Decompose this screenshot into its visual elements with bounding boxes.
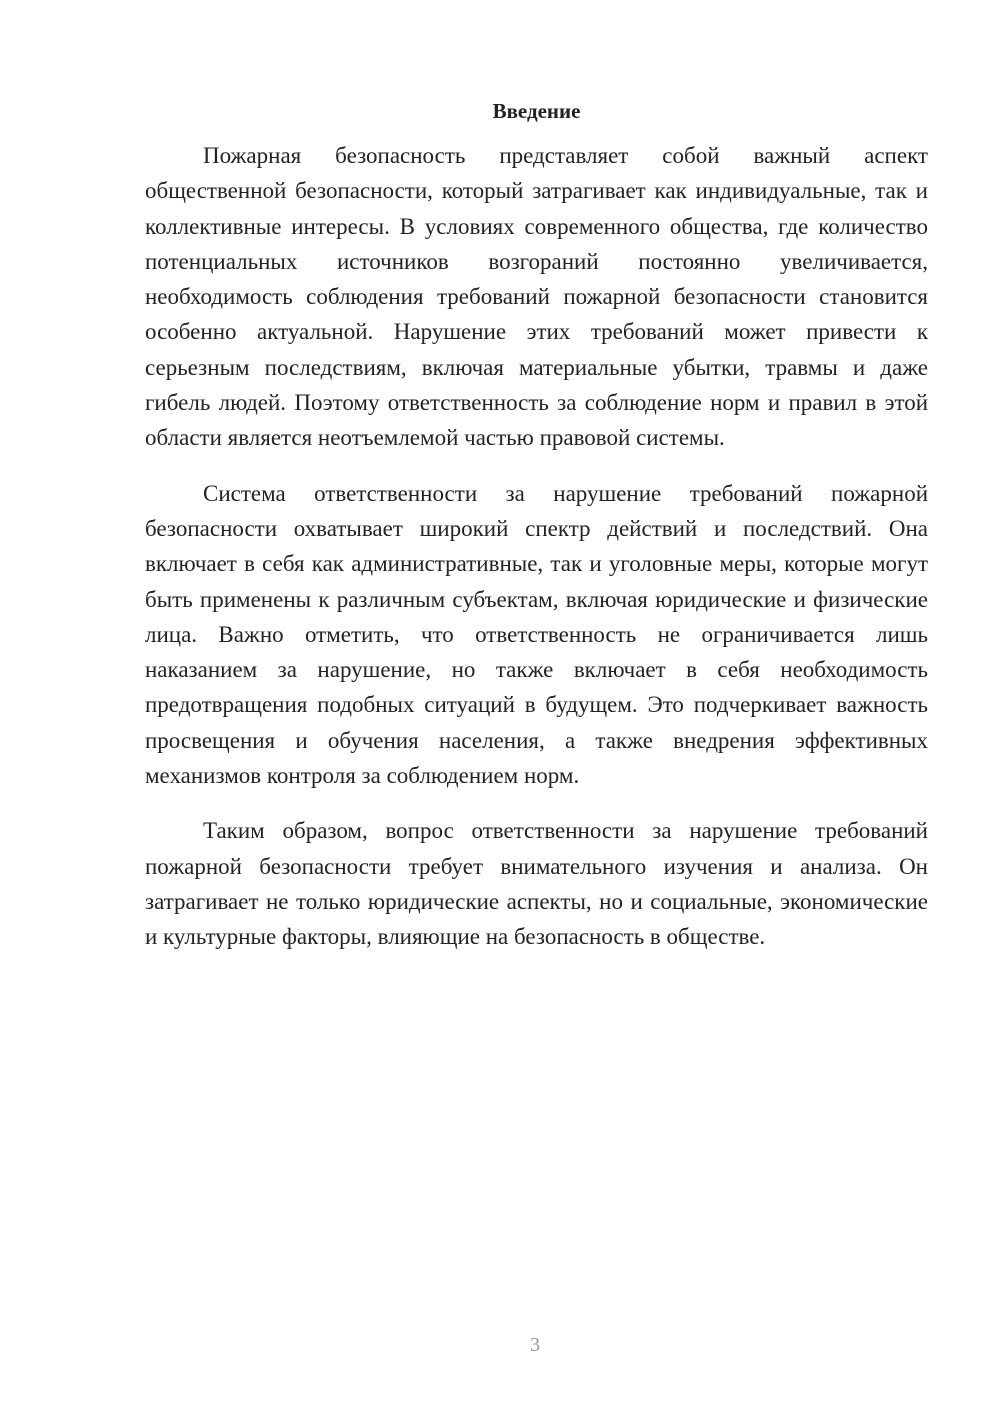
paragraph-3: Таким образом, вопрос ответственности за нарушение требований пожарной безопасности требует внимательного изучения и анализа. Он затрагивает не только юридические аспекты, но и социальные, экономические и культурные факторы, влияющие на безопасность в обществе. <box>145 818 928 950</box>
paragraph-1: Пожарная безопасность представляет собой важный аспект общественной безопасности, который затрагивает как индивидуальные, так и коллективные интересы. В условиях современного общества, где количество потенциальных источников возгораний постоянно увеличивается, необходимость соблюдения требований пожарной безопасности становится особенно актуальной. Нарушение этих требований может привести к серьезным последствиям, включая материальные убытки, травмы и даже гибель людей. Поэтому ответственность за соблюдение норм и правил в этой области является неотъемлемой частью правовой системы. <box>145 143 928 451</box>
paragraph-2: Система ответственности за нарушение требований пожарной безопасности охватывает широкий спектр действий и последствий. Она включает в себя как административные, так и уголовные меры, которые могут быть применены к различным субъектам, включая юридические и физические лица. Важно отметить, что ответственность не ограничивается лишь наказанием за нарушение, но также включает в себя необходимость предотвращения подобных ситуаций в будущем. Это подчеркивает важность просвещения и обучения населения, а также внедрения эффективных механизмов контроля за соблюдением норм. <box>145 480 928 789</box>
document-body <box>145 96 928 975</box>
section-title: Введение <box>492 99 581 123</box>
page-number: 3 <box>530 1334 540 1356</box>
